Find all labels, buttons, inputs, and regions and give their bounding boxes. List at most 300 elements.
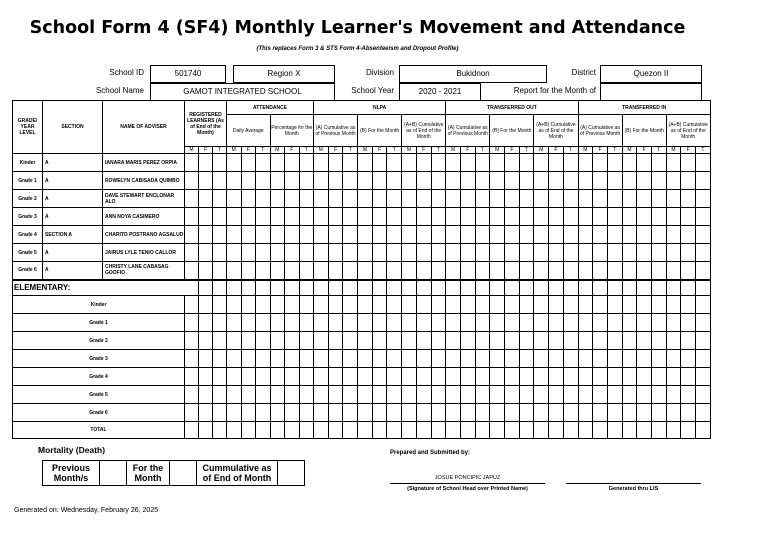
data-cell	[270, 244, 285, 262]
data-cell	[227, 422, 242, 439]
data-cell	[637, 332, 652, 350]
data-cell	[416, 332, 431, 350]
data-cell	[185, 226, 199, 244]
data-cell	[607, 368, 622, 386]
data-cell	[475, 208, 490, 226]
data-cell	[460, 350, 475, 368]
data-cell	[651, 208, 666, 226]
nlpa-a-header: (A) Cumulative as of Previous Month	[314, 115, 358, 147]
data-cell	[185, 280, 199, 296]
data-cell	[666, 296, 681, 314]
district-value: Quezon II	[600, 65, 702, 83]
data-cell	[213, 296, 227, 314]
data-cell	[681, 332, 696, 350]
data-cell	[549, 244, 564, 262]
data-cell	[563, 244, 578, 262]
data-cell	[666, 190, 681, 208]
division-label: Division	[365, 68, 394, 77]
data-cell	[314, 154, 329, 172]
data-cell	[651, 350, 666, 368]
data-cell	[314, 262, 329, 280]
data-cell	[563, 172, 578, 190]
data-cell	[593, 332, 608, 350]
data-cell	[651, 172, 666, 190]
data-cell	[314, 314, 329, 332]
data-cell	[563, 190, 578, 208]
data-cell	[343, 422, 358, 439]
data-cell	[185, 404, 199, 422]
table-row	[13, 208, 711, 226]
data-cell	[475, 404, 490, 422]
data-cell	[431, 332, 446, 350]
data-cell	[358, 332, 373, 350]
nlpa-group-header: NLPA	[314, 101, 446, 115]
mortality-month-value	[170, 461, 197, 486]
grade-cell: Grade 2	[13, 190, 43, 208]
data-cell	[505, 154, 520, 172]
data-cell	[213, 154, 227, 172]
data-cell	[490, 154, 505, 172]
data-cell	[534, 386, 549, 404]
adviser-cell: IANARA MARIS PEREZ ORPIA	[103, 154, 185, 172]
data-cell	[372, 154, 387, 172]
sex-header-m: M	[314, 147, 329, 154]
data-cell	[637, 262, 652, 280]
data-cell	[446, 422, 461, 439]
adviser-cell: ANN NOYA CASIMERO	[103, 208, 185, 226]
data-cell	[696, 190, 711, 208]
attendance-table	[12, 100, 711, 439]
nlpa-ab-header: (A+B) Cumulative as of End of the Month	[402, 115, 446, 147]
data-cell	[578, 404, 593, 422]
data-cell	[490, 244, 505, 262]
data-cell	[637, 314, 652, 332]
data-cell	[227, 208, 242, 226]
sex-header-m: M	[490, 147, 505, 154]
data-cell	[549, 172, 564, 190]
table-row	[13, 244, 711, 262]
data-cell	[270, 386, 285, 404]
data-cell	[622, 296, 637, 314]
mortality-title: Mortality (Death)	[38, 445, 106, 455]
data-cell	[285, 368, 300, 386]
data-cell	[299, 280, 314, 296]
data-cell	[431, 244, 446, 262]
data-cell	[593, 280, 608, 296]
data-cell	[328, 386, 343, 404]
data-cell	[696, 332, 711, 350]
data-cell	[446, 350, 461, 368]
data-cell	[607, 172, 622, 190]
data-cell	[328, 350, 343, 368]
data-cell	[431, 314, 446, 332]
data-cell	[681, 368, 696, 386]
data-cell	[241, 404, 256, 422]
data-cell	[651, 386, 666, 404]
data-cell	[227, 262, 242, 280]
data-cell	[416, 404, 431, 422]
data-cell	[637, 404, 652, 422]
data-cell	[372, 422, 387, 439]
data-cell	[534, 404, 549, 422]
data-cell	[185, 332, 199, 350]
data-cell	[358, 262, 373, 280]
sex-header-f: F	[199, 147, 213, 154]
data-cell	[343, 332, 358, 350]
signature-caption: (Signature of School Head over Printed Name)	[407, 486, 528, 492]
data-cell	[185, 296, 199, 314]
data-cell	[299, 226, 314, 244]
data-cell	[666, 386, 681, 404]
data-cell	[475, 262, 490, 280]
data-cell	[519, 154, 534, 172]
data-cell	[270, 422, 285, 439]
data-cell	[402, 172, 417, 190]
summary-row	[13, 386, 711, 404]
data-cell	[534, 244, 549, 262]
data-cell	[681, 386, 696, 404]
summary-grade-label: Grade 6	[13, 404, 185, 422]
data-cell	[696, 296, 711, 314]
data-cell	[519, 262, 534, 280]
data-cell	[460, 422, 475, 439]
data-cell	[681, 172, 696, 190]
data-cell	[563, 368, 578, 386]
data-cell	[328, 404, 343, 422]
data-cell	[314, 280, 329, 296]
sex-header-t: T	[696, 147, 711, 154]
data-cell	[241, 226, 256, 244]
data-cell	[402, 154, 417, 172]
data-cell	[431, 208, 446, 226]
data-cell	[651, 368, 666, 386]
data-cell	[651, 332, 666, 350]
data-cell	[270, 280, 285, 296]
data-cell	[519, 226, 534, 244]
data-cell	[563, 332, 578, 350]
data-cell	[285, 296, 300, 314]
data-cell	[416, 262, 431, 280]
data-cell	[666, 280, 681, 296]
data-cell	[299, 350, 314, 368]
data-cell	[431, 262, 446, 280]
data-cell	[651, 244, 666, 262]
data-cell	[199, 422, 213, 439]
data-cell	[563, 154, 578, 172]
data-cell	[241, 368, 256, 386]
data-cell	[534, 296, 549, 314]
data-cell	[622, 404, 637, 422]
data-cell	[270, 332, 285, 350]
attendance-group-header: ATTENDANCE	[227, 101, 314, 115]
data-cell	[185, 244, 199, 262]
data-cell	[475, 280, 490, 296]
data-cell	[314, 332, 329, 350]
data-cell	[372, 244, 387, 262]
table-row	[13, 190, 711, 208]
data-cell	[199, 350, 213, 368]
data-cell	[256, 350, 271, 368]
data-cell	[549, 368, 564, 386]
data-cell	[534, 368, 549, 386]
data-cell	[387, 226, 402, 244]
data-cell	[505, 208, 520, 226]
data-cell	[256, 208, 271, 226]
data-cell	[387, 314, 402, 332]
elementary-label: ELEMENTARY:	[13, 280, 185, 296]
summary-grade-label: Grade 5	[13, 386, 185, 404]
data-cell	[622, 154, 637, 172]
data-cell	[402, 368, 417, 386]
data-cell	[358, 190, 373, 208]
data-cell	[446, 332, 461, 350]
data-cell	[387, 262, 402, 280]
data-cell	[431, 280, 446, 296]
data-cell	[578, 262, 593, 280]
data-cell	[446, 190, 461, 208]
data-cell	[285, 172, 300, 190]
data-cell	[431, 172, 446, 190]
data-cell	[199, 172, 213, 190]
sex-header-m: M	[578, 147, 593, 154]
in-a-header: (A) Cumulative as of Previous Month	[578, 115, 622, 147]
data-cell	[343, 172, 358, 190]
data-cell	[666, 172, 681, 190]
col-grade-header: GRADE/ YEAR LEVEL	[13, 101, 43, 154]
data-cell	[402, 296, 417, 314]
data-cell	[227, 154, 242, 172]
data-cell	[227, 404, 242, 422]
data-cell	[416, 296, 431, 314]
school-head-name: JOSUE PONCIPIC JAPUZ	[434, 475, 501, 481]
data-cell	[460, 190, 475, 208]
sex-header-m: M	[227, 147, 242, 154]
data-cell	[343, 404, 358, 422]
data-cell	[651, 280, 666, 296]
data-cell	[460, 314, 475, 332]
table-row	[13, 154, 711, 172]
data-cell	[328, 332, 343, 350]
data-cell	[519, 368, 534, 386]
data-cell	[490, 226, 505, 244]
school-id-label: School ID	[109, 68, 144, 77]
data-cell	[549, 350, 564, 368]
data-cell	[593, 208, 608, 226]
data-cell	[460, 172, 475, 190]
out-a-header: (A) Cumulative as of Previous Month	[446, 115, 490, 147]
data-cell	[505, 226, 520, 244]
data-cell	[549, 296, 564, 314]
data-cell	[563, 386, 578, 404]
data-cell	[285, 154, 300, 172]
data-cell	[299, 190, 314, 208]
data-cell	[490, 314, 505, 332]
data-cell	[227, 190, 242, 208]
summary-row	[13, 350, 711, 368]
data-cell	[490, 262, 505, 280]
data-cell	[328, 226, 343, 244]
data-cell	[475, 296, 490, 314]
sex-header-t: T	[213, 147, 227, 154]
data-cell	[372, 404, 387, 422]
data-cell	[256, 244, 271, 262]
data-cell	[213, 226, 227, 244]
data-cell	[622, 226, 637, 244]
data-cell	[446, 314, 461, 332]
data-cell	[372, 190, 387, 208]
data-cell	[416, 314, 431, 332]
data-cell	[270, 154, 285, 172]
data-cell	[241, 172, 256, 190]
data-cell	[666, 350, 681, 368]
data-cell	[328, 280, 343, 296]
data-cell	[622, 244, 637, 262]
summary-row	[13, 332, 711, 350]
daily-average-header: Daily Average	[227, 115, 271, 147]
data-cell	[578, 280, 593, 296]
mortality-month-label: For the Month	[127, 461, 170, 486]
data-cell	[387, 244, 402, 262]
data-cell	[607, 208, 622, 226]
data-cell	[372, 386, 387, 404]
data-cell	[213, 190, 227, 208]
sex-header-f: F	[637, 147, 652, 154]
data-cell	[213, 368, 227, 386]
data-cell	[637, 154, 652, 172]
data-cell	[475, 368, 490, 386]
data-cell	[241, 422, 256, 439]
data-cell	[285, 208, 300, 226]
data-cell	[681, 404, 696, 422]
data-cell	[505, 350, 520, 368]
data-cell	[696, 368, 711, 386]
data-cell	[696, 422, 711, 439]
data-cell	[299, 154, 314, 172]
data-cell	[387, 386, 402, 404]
data-cell	[490, 386, 505, 404]
nlpa-b-header: (B) For the Month	[358, 115, 402, 147]
data-cell	[593, 314, 608, 332]
data-cell	[256, 154, 271, 172]
data-cell	[549, 280, 564, 296]
data-cell	[270, 296, 285, 314]
data-cell	[460, 368, 475, 386]
data-cell	[519, 172, 534, 190]
data-cell	[416, 154, 431, 172]
data-cell	[666, 422, 681, 439]
mortality-previous-value	[100, 461, 127, 486]
data-cell	[402, 332, 417, 350]
data-cell	[696, 386, 711, 404]
data-cell	[460, 280, 475, 296]
data-cell	[651, 190, 666, 208]
data-cell	[651, 404, 666, 422]
data-cell	[578, 386, 593, 404]
data-cell	[199, 244, 213, 262]
school-name-value: GAMOT INTEGRATED SCHOOL	[150, 83, 335, 101]
data-cell	[343, 368, 358, 386]
data-cell	[460, 296, 475, 314]
data-cell	[607, 280, 622, 296]
adviser-cell: CHARITO POSTRANO AGSALUD	[103, 226, 185, 244]
data-cell	[666, 368, 681, 386]
data-cell	[446, 280, 461, 296]
prepared-by-label: Prepared and Submitted by:	[390, 450, 471, 456]
data-cell	[490, 208, 505, 226]
data-cell	[446, 154, 461, 172]
data-cell	[241, 190, 256, 208]
data-cell	[256, 404, 271, 422]
data-cell	[534, 350, 549, 368]
data-cell	[490, 368, 505, 386]
data-cell	[637, 350, 652, 368]
data-cell	[358, 422, 373, 439]
data-cell	[534, 190, 549, 208]
data-cell	[593, 368, 608, 386]
data-cell	[534, 172, 549, 190]
lis-line	[566, 483, 701, 484]
data-cell	[241, 314, 256, 332]
data-cell	[213, 332, 227, 350]
data-cell	[270, 314, 285, 332]
data-cell	[696, 262, 711, 280]
data-cell	[241, 262, 256, 280]
data-cell	[285, 262, 300, 280]
data-cell	[431, 404, 446, 422]
data-cell	[505, 332, 520, 350]
data-cell	[446, 262, 461, 280]
data-cell	[431, 190, 446, 208]
sex-header-f: F	[328, 147, 343, 154]
adviser-cell: JAIRUS LYLE TENIO CALLOR	[103, 244, 185, 262]
data-cell	[372, 296, 387, 314]
data-cell	[563, 404, 578, 422]
data-cell	[475, 154, 490, 172]
data-cell	[256, 332, 271, 350]
sex-header-t: T	[431, 147, 446, 154]
data-cell	[241, 208, 256, 226]
data-cell	[314, 208, 329, 226]
data-cell	[402, 244, 417, 262]
data-cell	[666, 244, 681, 262]
data-cell	[446, 386, 461, 404]
data-cell	[549, 386, 564, 404]
data-cell	[241, 154, 256, 172]
form-subtitle: (This replaces Form 3 & STS Form 4-Absenteeism and Dropout Profile)	[256, 46, 459, 52]
sex-header-t: T	[299, 147, 314, 154]
data-cell	[519, 244, 534, 262]
data-cell	[358, 154, 373, 172]
data-cell	[563, 280, 578, 296]
data-cell	[431, 368, 446, 386]
data-cell	[519, 296, 534, 314]
data-cell	[446, 296, 461, 314]
data-cell	[475, 172, 490, 190]
data-cell	[563, 350, 578, 368]
data-cell	[199, 190, 213, 208]
data-cell	[185, 314, 199, 332]
data-cell	[270, 262, 285, 280]
data-cell	[343, 262, 358, 280]
data-cell	[534, 226, 549, 244]
data-cell	[505, 422, 520, 439]
data-cell	[328, 244, 343, 262]
sex-header-f: F	[681, 147, 696, 154]
data-cell	[227, 244, 242, 262]
data-cell	[185, 208, 199, 226]
data-cell	[549, 154, 564, 172]
data-cell	[637, 208, 652, 226]
